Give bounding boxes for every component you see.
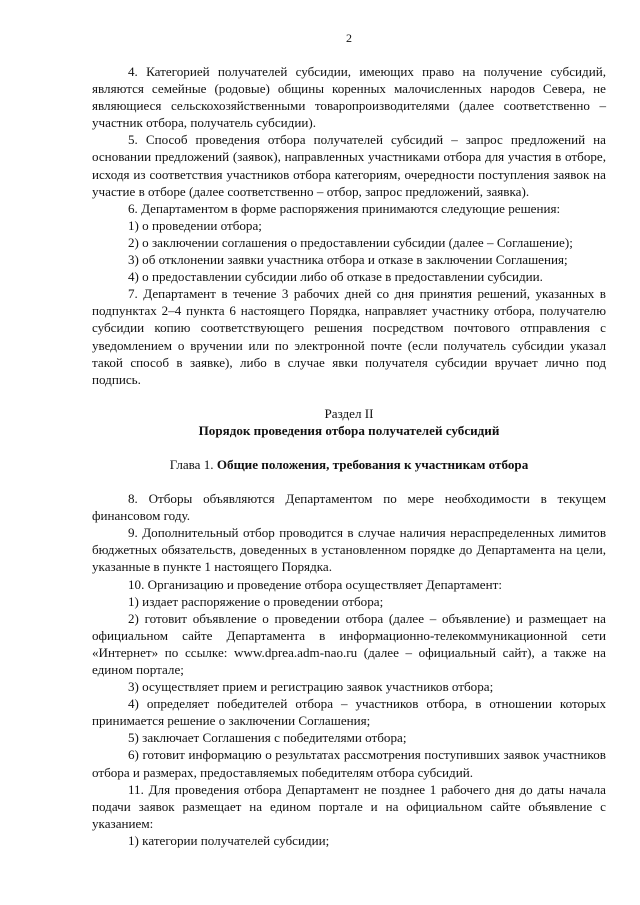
chapter-title [92, 456, 606, 473]
list-item-11-1: 1) категории получателей субсидии; [128, 832, 330, 848]
section-label: Раздел II [324, 405, 374, 421]
paragraph-6: 6. Департаментом в форме распоряжения принимаются следующие решения: [128, 200, 561, 216]
section-heading: Порядок проведения отбора получателей субсидий [198, 422, 500, 438]
list-item-6-2: 2) о заключении соглашения о предоставлении субсидии (далее – Соглашение); [128, 234, 573, 250]
paragraph-5: 5. Способ проведения отбора получателей субсидий – запрос предложений на основании предложений (заявок), направленных участниками отбора для участия в отборе, исходя из соответствия участников отбора категориям, очередности поступления заявок на участие в отборе (далее соответственно – отбор, запрос предложений, заявка). [92, 132, 606, 199]
spacer [92, 473, 606, 490]
chapter-heading: Общие положения, требования к участникам отбора [216, 456, 529, 472]
spacer [92, 388, 606, 405]
paragraph-8: 8. Отборы объявляются Департаментом по мере необходимости в текущем финансовом году. [92, 491, 606, 524]
list-item-10-2: 2) готовит объявление о проведении отбора (далее – объявление) и размещает на официальном сайте Департамента в информационно-телекоммуникационной сети «Интернет» по ссылке: www.dprea.adm-nao.ru (далее – официальный сайт), а также на едином портале; [92, 610, 606, 677]
list-item-10-5: 5) заключает Соглашения с победителями отбора; [128, 730, 407, 746]
list-item-6-1: 1) о проведении отбора; [128, 217, 262, 233]
paragraph-4: 4. Категорией получателей субсидии, имеющих право на получение субсидий, являются семейные (родовые) общины коренных малочисленных народов Севера, не являющиеся сельскохозяйственными товаропроизводителями (далее соответственно – участник отбора, получатель субсидии). [92, 64, 606, 131]
spacer [92, 439, 606, 456]
paragraph-10: 10. Организацию и проведение отбора осуществляет Департамент: [128, 576, 502, 592]
list-item-10-3: 3) осуществляет прием и регистрацию заявок участников отбора; [128, 679, 494, 695]
list-item-10-1: 1) издает распоряжение о проведении отбора; [128, 593, 384, 609]
chapter-prefix: Глава 1. [169, 456, 214, 472]
list-item-10-6: 6) готовит информацию о результатах рассмотрения поступивших заявок участников отбора и размерах, предоставляемых победителям отбора субсидий. [92, 747, 606, 780]
paragraph-11: 11. Для проведения отбора Департамент не позднее 1 рабочего дня до даты начала подачи заявок размещает на едином портале и на официальном сайте объявление с указанием: [92, 781, 606, 831]
paragraph-7: 7. Департамент в течение 3 рабочих дней со дня принятия решений, указанных в подпунктах 2–4 пункта 6 настоящего Порядка, направляет участнику отбора, получателю субсидии копию соответствующего решения посредством почтового отправления с уведомлением о вручении или по электронной почте (если получатель субсидии указал такой способ в заявке), либо в случае явки получателя субсидии вручает лично под подпись. [92, 286, 606, 387]
list-item-6-3: 3) об отклонении заявки участника отбора и отказе в заключении Соглашения; [128, 252, 568, 268]
page-number: 2 [346, 31, 352, 45]
list-item-10-4: 4) определяет победителей отбора – участников отбора, в отношении которых принимается решение о заключении Соглашения; [92, 696, 606, 729]
list-item-6-4: 4) о предоставлении субсидии либо об отказе в предоставлении субсидии. [128, 269, 543, 285]
paragraph-9: 9. Дополнительный отбор проводится в случае наличия нераспределенных лимитов бюджетных обязательств, доведенных в установленном порядке до Департамента на цели, указанные в пункте 1 настоящего Порядка. [92, 525, 606, 575]
